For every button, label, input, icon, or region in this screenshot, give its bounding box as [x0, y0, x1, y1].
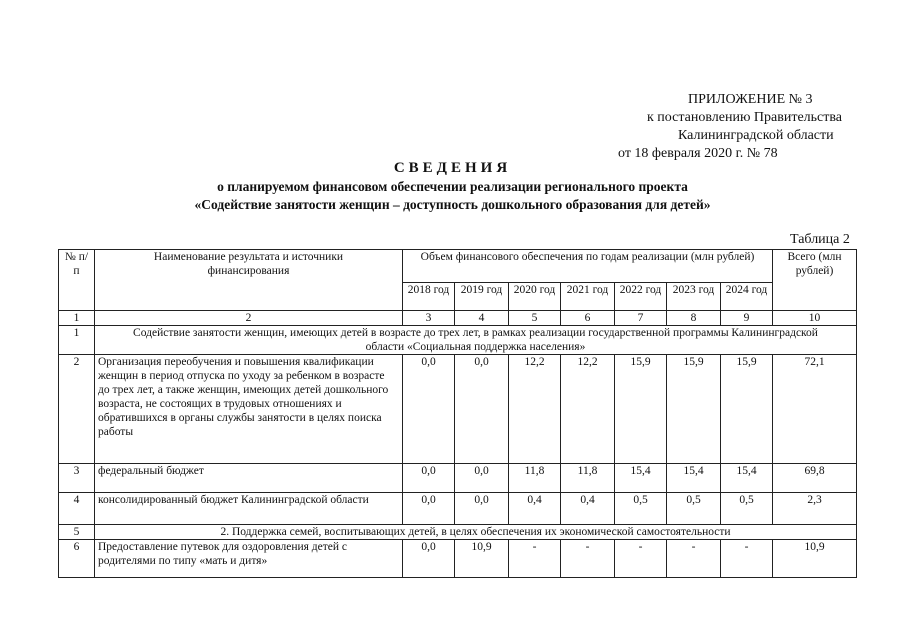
section-row — [59, 525, 857, 540]
value-cell: 11,8 — [509, 464, 561, 493]
value-cell: 0,0 — [455, 493, 509, 525]
index-cell: 10 — [773, 311, 857, 326]
header-row — [59, 250, 857, 283]
value-cell: 10,9 — [455, 540, 509, 578]
index-cell: 3 — [403, 311, 455, 326]
row-num: 4 — [59, 493, 95, 525]
value-cell: - — [561, 540, 615, 578]
header-year: 2021 год — [561, 283, 615, 311]
value-cell: 0,0 — [403, 540, 455, 578]
appendix-line-1: ПРИЛОЖЕНИЕ № 3 — [688, 92, 813, 107]
row-name: федеральный бюджет — [95, 464, 403, 493]
appendix-line-2: к постановлению Правительства — [647, 110, 843, 125]
row-num: 2 — [59, 355, 95, 464]
document-subtitle-1: о планируемом финансовом обеспечении реализации регионального проекта — [217, 179, 688, 194]
header-volume: Объем финансового обеспечения по годам реализации (млн рублей) — [403, 250, 773, 283]
table-row — [59, 464, 857, 493]
document-subtitle-2: «Содействие занятости женщин – доступность дошкольного образования для детей» — [194, 197, 711, 212]
header-name: Наименование результата и источники финансирования — [95, 250, 403, 311]
value-cell: 0,0 — [403, 355, 455, 464]
appendix-line-4: от 18 февраля 2020 г. № 78 — [618, 146, 778, 161]
value-cell: 0,4 — [509, 493, 561, 525]
index-cell: 2 — [95, 311, 403, 326]
value-cell: 15,9 — [721, 355, 773, 464]
document-title: СВЕДЕНИЯ — [393, 160, 512, 176]
value-cell: - — [721, 540, 773, 578]
row-name: консолидированный бюджет Калининградской области — [95, 493, 403, 525]
value-cell: 0,0 — [455, 464, 509, 493]
header-year: 2022 год — [615, 283, 667, 311]
index-cell: 9 — [721, 311, 773, 326]
index-cell: 6 — [561, 311, 615, 326]
value-cell: 0,0 — [403, 493, 455, 525]
section-row — [59, 326, 857, 355]
table-row — [59, 540, 857, 578]
header-year: 2020 год — [509, 283, 561, 311]
value-cell: 15,4 — [667, 464, 721, 493]
row-name: Организация переобучения и повышения квалификации женщин в период отпуска по уходу за ребенком в возрасте до трех лет, а также женщин, имеющих детей дошкольного возраста, не состоящих в трудовых отношениях и обратившихся в органы службы занятости в целях поиска работы — [95, 355, 403, 464]
index-cell: 7 — [615, 311, 667, 326]
header-year: 2023 год — [667, 283, 721, 311]
value-cell: - — [667, 540, 721, 578]
value-cell: 11,8 — [561, 464, 615, 493]
table-row — [59, 355, 857, 464]
value-cell: 0,0 — [455, 355, 509, 464]
financing-table — [58, 249, 857, 578]
header-year: 2024 год — [721, 283, 773, 311]
table-row — [59, 493, 857, 525]
value-cell: 0,5 — [615, 493, 667, 525]
value-cell: 15,4 — [615, 464, 667, 493]
header-year: 2019 год — [455, 283, 509, 311]
row-num: 6 — [59, 540, 95, 578]
value-cell: 15,4 — [721, 464, 773, 493]
value-cell: 12,2 — [561, 355, 615, 464]
row-num: 1 — [59, 326, 95, 355]
value-cell: - — [509, 540, 561, 578]
index-row — [59, 311, 857, 326]
row-num: 3 — [59, 464, 95, 493]
total-cell: 2,3 — [773, 493, 857, 525]
value-cell: 0,5 — [721, 493, 773, 525]
index-cell: 5 — [509, 311, 561, 326]
row-name: Предоставление путевок для оздоровления детей с родителями по типу «мать и дитя» — [95, 540, 403, 578]
value-cell: - — [615, 540, 667, 578]
header-total: Всего (млн рублей) — [773, 250, 857, 311]
value-cell: 0,4 — [561, 493, 615, 525]
total-cell: 72,1 — [773, 355, 857, 464]
section-title: Содействие занятости женщин, имеющих детей в возрасте до трех лет, в рамках реализации государственной программы Калининградской области «Социальная поддержка населения» — [95, 326, 857, 355]
total-cell: 10,9 — [773, 540, 857, 578]
total-cell: 69,8 — [773, 464, 857, 493]
table-label: Таблица 2 — [790, 232, 850, 247]
appendix-line-3: Калининградской области — [678, 128, 834, 143]
row-num: 5 — [59, 525, 95, 540]
value-cell: 0,5 — [667, 493, 721, 525]
value-cell: 15,9 — [667, 355, 721, 464]
value-cell: 0,0 — [403, 464, 455, 493]
header-year: 2018 год — [403, 283, 455, 311]
index-cell: 4 — [455, 311, 509, 326]
index-cell: 8 — [667, 311, 721, 326]
index-cell: 1 — [59, 311, 95, 326]
section-title: 2. Поддержка семей, воспитывающих детей, в целях обеспечения их экономической самостоятельности — [95, 525, 857, 540]
header-num: № п/п — [59, 250, 95, 311]
value-cell: 15,9 — [615, 355, 667, 464]
value-cell: 12,2 — [509, 355, 561, 464]
